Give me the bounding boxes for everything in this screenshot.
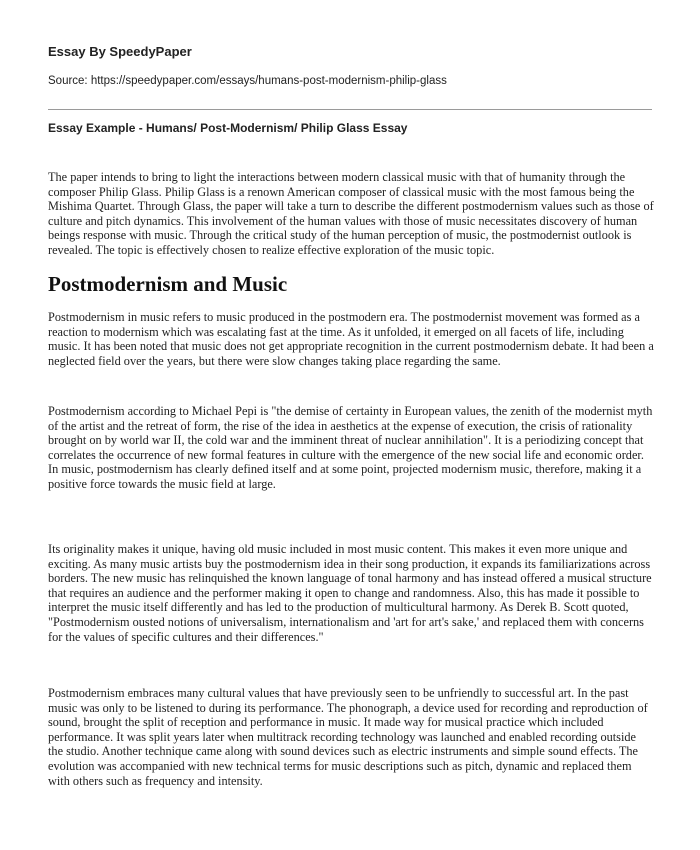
divider <box>48 109 652 110</box>
body-paragraph: Postmodernism in music refers to music produced in the postmodern era. The postmodernist movement was formed as a reaction to modernism which was escalating fast at the time. As it unfolded, it emerged on all facets of life, including music. It has been noted that music does not get appropriate recognition in the current postmodernism debate. It had been a neglected field over the years, but there were slow changes taking place regarding the same. <box>48 310 654 368</box>
essay-title: Essay Example - Humans/ Post-Modernism/ Philip Glass Essay <box>48 121 408 135</box>
brand-line: Essay By SpeedyPaper <box>48 44 192 59</box>
source-url[interactable]: Source: https://speedypaper.com/essays/humans-post-modernism-philip-glass <box>48 75 447 87</box>
intro-paragraph: The paper intends to bring to light the interactions between modern classical music with that of humanity through the composer Philip Glass. Philip Glass is a renown American composer of classical music with the most famous being the Mishima Quartet. Through Glass, the paper will take a turn to describe the different postmodernism values such as those of culture and pitch dynamics. This involvement of the human values with those of music necessitates discovery of human beings response with music. Through the critical study of the human perception of music, the postmodernist outlook is revealed. The topic is effectively chosen to realize effective exploration of the music topic. <box>48 170 654 257</box>
body-paragraph: Its originality makes it unique, having old music included in most music content. This makes it even more unique and exciting. As many music artists buy the postmodernism idea in their song production, it expands its familiarizations across borders. The new music has relinquished the known language of tonal harmony and has instead offered a musical structure that requires an audience and the performer making it open to change and randomness. Also, this has made it possible to interpret the music itself differently and has led to the production of multicultural harmony. As Derek B. Scott quoted, "Postmodernism ousted notions of universalism, internationalism and 'art for art's sake,' and replaced them with concerns for the values of specific cultures and their differences." <box>48 542 652 644</box>
body-paragraph: Postmodernism according to Michael Pepi is "the demise of certainty in European values, the zenith of the modernist myth of the artist and the retreat of form, the rise of the idea in aesthetics at the expense of execution, the crisis of rationality brought on by world war II, the cold war and the imminent threat of nuclear annihilation". It is a periodizing concept that correlates the occurrence of new formal features in culture with the emergence of the new social life and economic order. In music, postmodernism has clearly defined itself and at some point, projected modernism music, therefore, making it a positive force towards the music field at large. <box>48 404 653 491</box>
body-paragraph: Postmodernism embraces many cultural values that have previously seen to be unfriendly to successful art. In the past music was only to be listened to during its performance. The phonograph, a device used for recording and reproduction of sound, brought the split of reception and performance in music. It made way for musical practice which included performance. It was split years later when multitrack recording technology was launched and enabled recording outside the studio. Another technique came along with sound devices such as electric instruments and simple sound effects. The evolution was accompanied with new technical terms for music descriptions such as pitch, dynamic and replaced them with others such as frequency and intensity. <box>48 686 648 788</box>
section-heading: Postmodernism and Music <box>48 272 288 296</box>
